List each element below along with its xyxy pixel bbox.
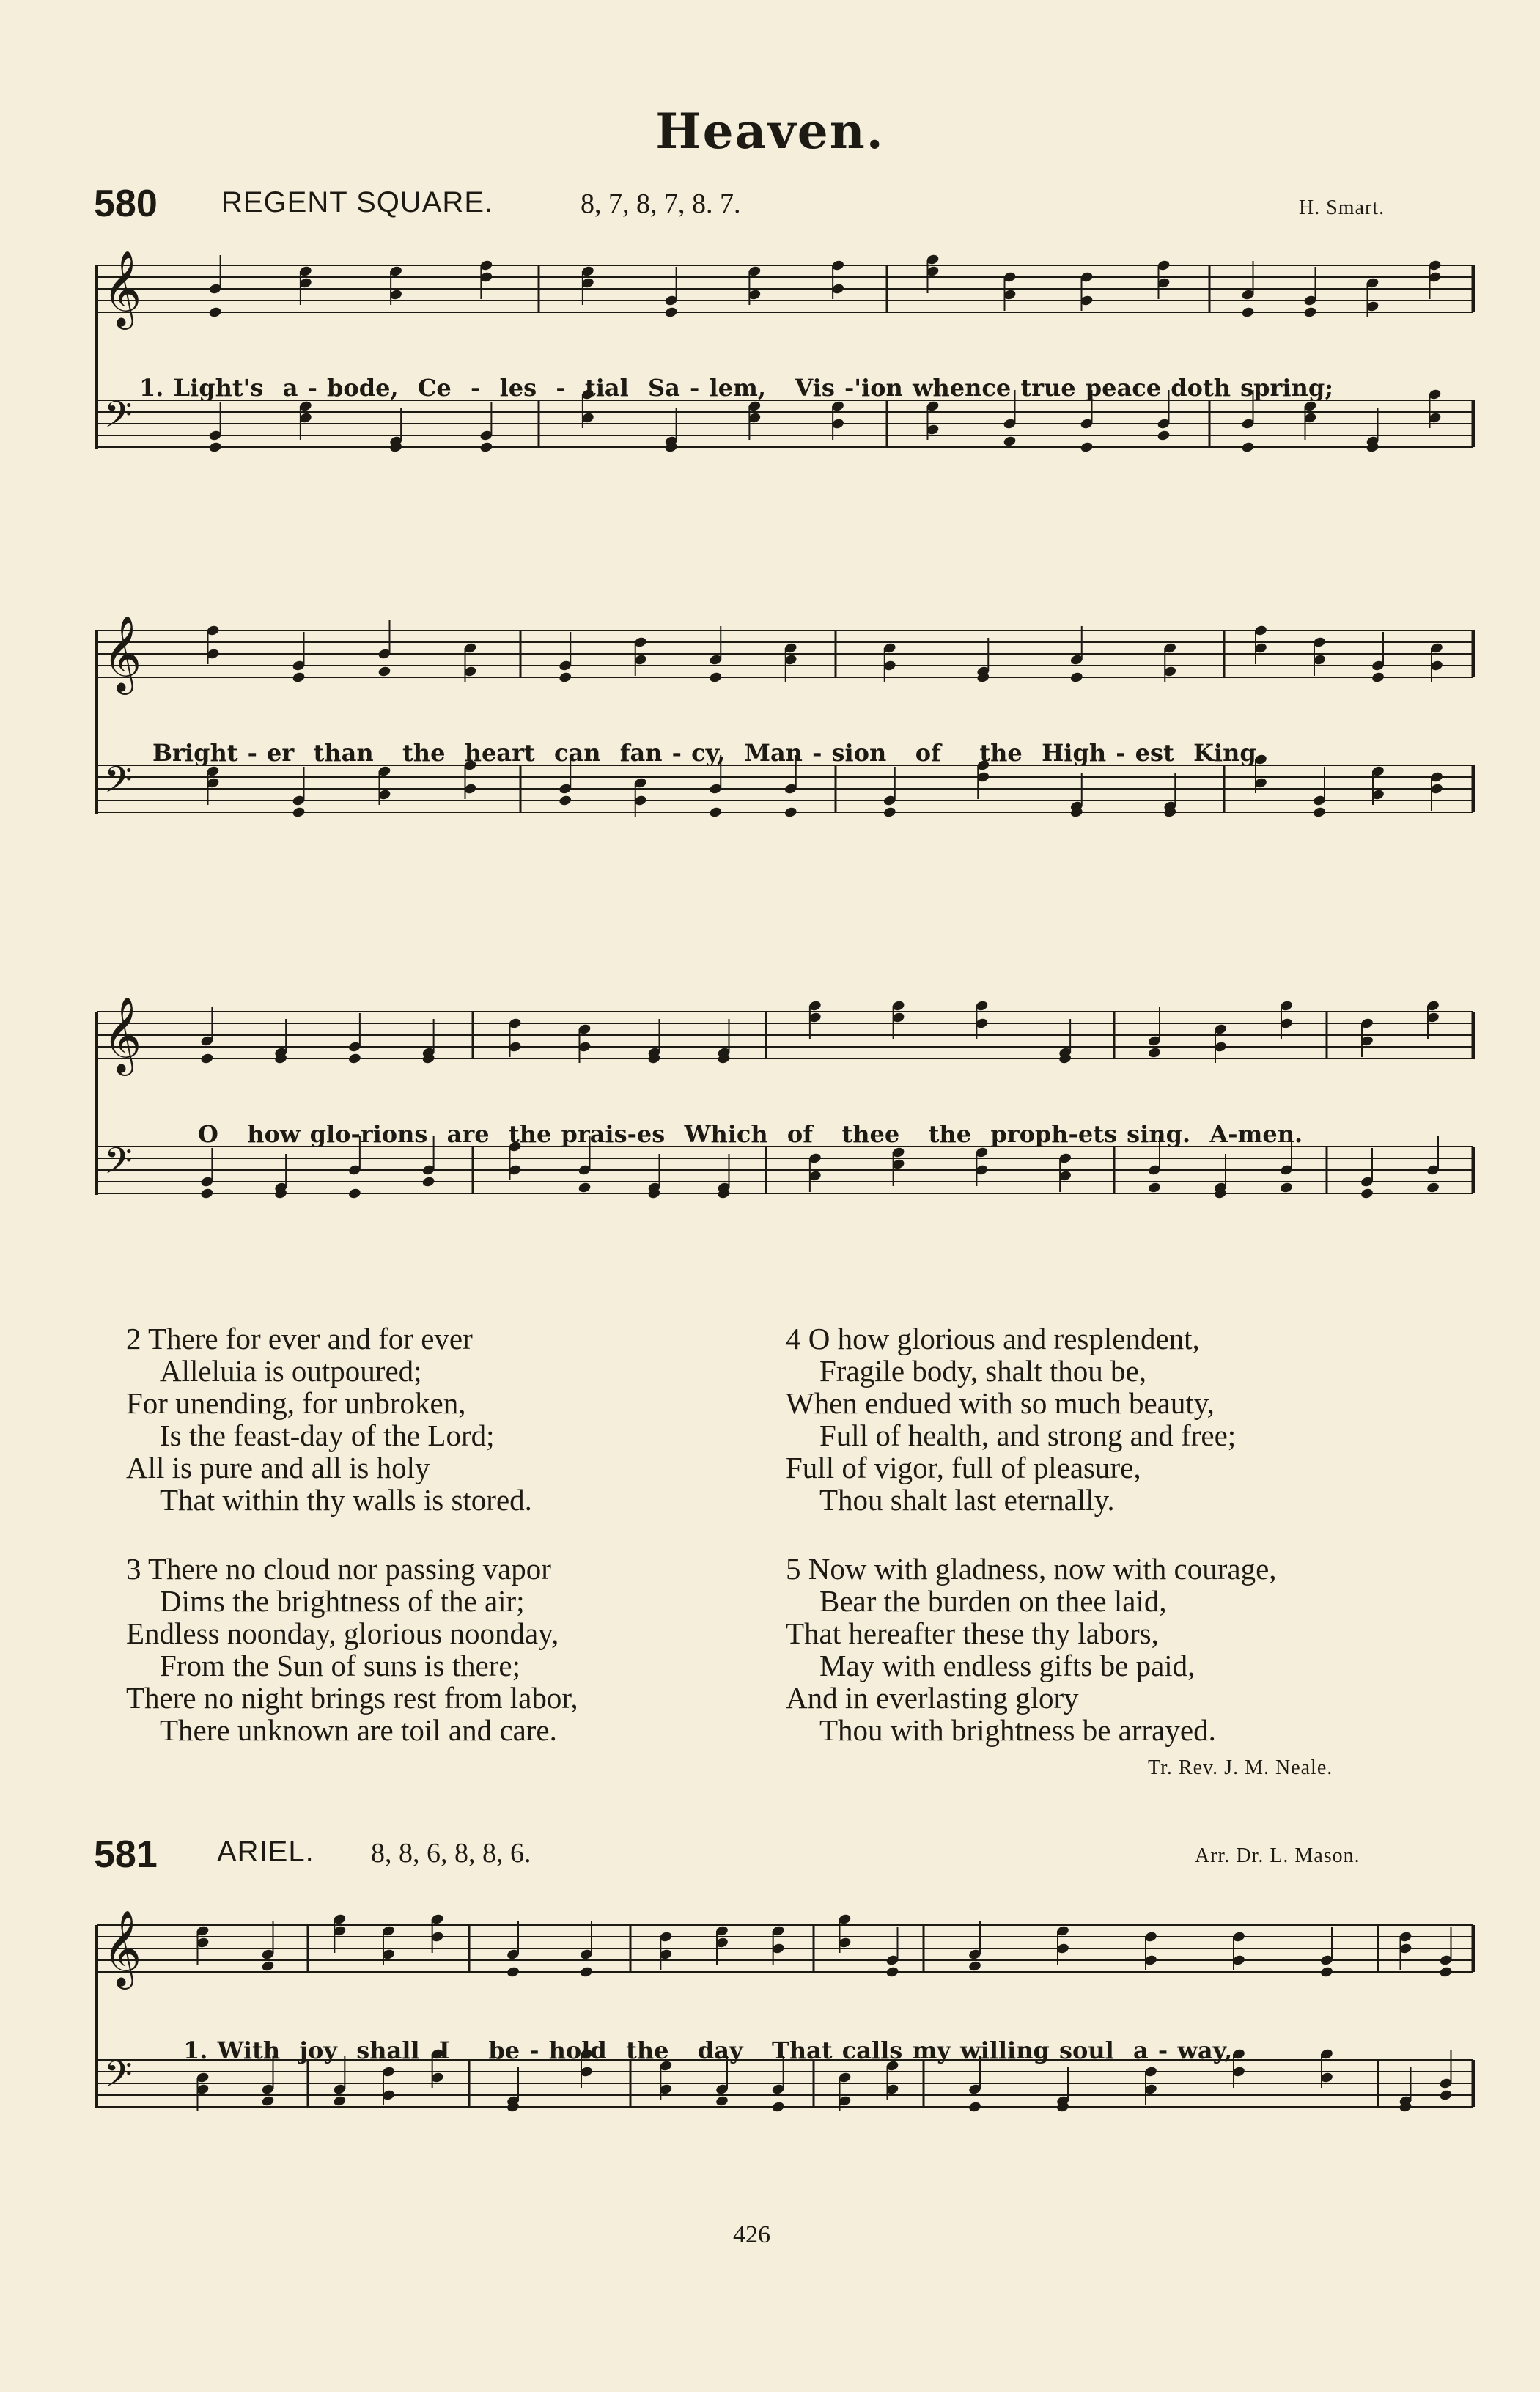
bass-note (1241, 441, 1255, 454)
treble-note (1319, 1966, 1333, 1979)
lyric-line: O how glo-rions are the prais-es Which of thee the proph-ets sing. A-men. (198, 1120, 1303, 1148)
stanza-line: Dims the brightness of the air; (160, 1584, 525, 1618)
hymn-number: 580 (94, 183, 158, 225)
bass-note (1157, 430, 1171, 442)
hymn-number: 581 (94, 1833, 158, 1876)
treble-note (261, 1960, 275, 1973)
stanza-line: And in everlasting glory (786, 1681, 1079, 1715)
treble-note (885, 1966, 899, 1979)
stanza-line: There unknown are toil and care. (160, 1713, 557, 1747)
bass-note (968, 2101, 981, 2113)
treble-note (208, 306, 222, 319)
bass-note (1003, 435, 1017, 448)
bass-note (709, 806, 723, 819)
bass-note (479, 441, 493, 454)
stanza-line: There no night brings rest from labor, (126, 1681, 578, 1715)
stanza-line: 5 Now with gladness, now with courage, (786, 1552, 1277, 1586)
bass-note (559, 795, 572, 807)
page-number: 426 (733, 2221, 770, 2248)
bass-note (578, 1182, 592, 1194)
composer: Arr. Dr. L. Mason. (1195, 1844, 1360, 1867)
treble-note (664, 306, 678, 319)
stanza-line: 2 There for ever and for ever (126, 1322, 473, 1355)
stanza-line: That within thy walls is stored. (160, 1483, 532, 1517)
stanza-line: 3 There no cloud nor passing vapor (126, 1552, 551, 1586)
treble-note (709, 671, 723, 684)
bass-note (292, 806, 306, 819)
bass-note (347, 1188, 361, 1200)
bass-note (1426, 1182, 1440, 1194)
bass-note (261, 2095, 275, 2108)
bass-note (1439, 2089, 1453, 2102)
treble-note (1303, 306, 1317, 319)
treble-clef: 𝄞 (103, 1910, 142, 1987)
composer: H. Smart. (1299, 196, 1385, 219)
treble-note (1147, 1047, 1161, 1059)
bass-note (200, 1188, 214, 1200)
stanza-line: Full of vigor, full of pleasure, (786, 1451, 1141, 1484)
stanza-line: From the Sun of suns is there; (160, 1649, 520, 1682)
treble-clef: 𝄞 (103, 615, 142, 692)
tune-name: ARIEL. (217, 1836, 314, 1868)
bass-note (421, 1176, 435, 1188)
bass-note (1080, 441, 1094, 454)
stanza-line: All is pure and all is holy (126, 1451, 430, 1484)
stanza-line: Alleluia is outpoured; (160, 1354, 422, 1388)
bass-note (784, 806, 797, 819)
stanza-line: Full of health, and strong and free; (819, 1418, 1237, 1452)
treble-note (1069, 671, 1083, 684)
stanza (786, 1553, 1277, 1746)
stanza-line: Bear the burden on thee laid, (819, 1584, 1167, 1618)
stanza (126, 1322, 532, 1516)
bass-note (333, 2095, 347, 2108)
bass-clef: 𝄢 (104, 759, 133, 810)
lyric-line: 1. With joy shall I be - hold the day That calls my willing soul a - way, (183, 2036, 1233, 2064)
stanza-line: When endued with so much beauty, (786, 1386, 1215, 1420)
treble-note (1241, 306, 1255, 319)
meter: 8, 7, 8, 7, 8. 7. (581, 188, 741, 219)
bass-note (1360, 1188, 1374, 1200)
bass-note (1279, 1182, 1293, 1194)
lyric-line: 1. Light's a - bode, Ce - les - tial Sa - lem, Vis -'ion whence true peace doth spring; (139, 374, 1333, 402)
treble-note (506, 1966, 520, 1979)
lyric-line: Bright - er than the heart can fan - cy, Man - sion of the High - est King. (152, 739, 1264, 767)
treble-note (347, 1053, 361, 1065)
stanza-line: May with endless gifts be paid, (819, 1649, 1195, 1682)
treble-note (1439, 1966, 1453, 1979)
bass-note (771, 2101, 785, 2113)
treble-note (579, 1966, 593, 1979)
stanza-line: For unending, for unbroken, (126, 1386, 466, 1420)
treble-clef: 𝄞 (103, 250, 142, 327)
treble-note (559, 671, 572, 684)
treble-note (1371, 671, 1385, 684)
bass-note (715, 2095, 729, 2108)
stanza-line: Endless noonday, glorious noonday, (126, 1616, 559, 1650)
bass-note (208, 441, 222, 454)
stanza-line: Thou shalt last eternally. (819, 1483, 1115, 1517)
section-title: Heaven. (655, 103, 885, 160)
stanza-line: That hereafter these thy labors, (786, 1616, 1159, 1650)
treble-note (968, 1960, 981, 1973)
bass-note (883, 806, 896, 819)
treble-note (377, 666, 391, 678)
stanza-line: Is the feast-day of the Lord; (160, 1418, 495, 1452)
meter: 8, 8, 6, 8, 8, 6. (371, 1838, 531, 1869)
treble-clef: 𝄞 (103, 996, 142, 1073)
stanza-line: 4 O how glorious and resplendent, (786, 1322, 1200, 1355)
stanza (786, 1322, 1236, 1516)
stanza-line: Thou with brightness be arrayed. (819, 1713, 1216, 1747)
treble-note (292, 671, 306, 684)
bass-note (1312, 806, 1326, 819)
bass-note (1147, 1182, 1161, 1194)
tune-name: REGENT SQUARE. (221, 186, 494, 218)
translator-credit: Tr. Rev. J. M. Neale. (1148, 1756, 1333, 1779)
bass-clef: 𝄢 (104, 1140, 133, 1191)
stanza (126, 1553, 578, 1746)
bass-clef: 𝄢 (104, 394, 133, 445)
treble-note (200, 1053, 214, 1065)
bass-clef: 𝄢 (104, 2053, 133, 2105)
stanza-line: Fragile body, shalt thou be, (819, 1354, 1146, 1388)
